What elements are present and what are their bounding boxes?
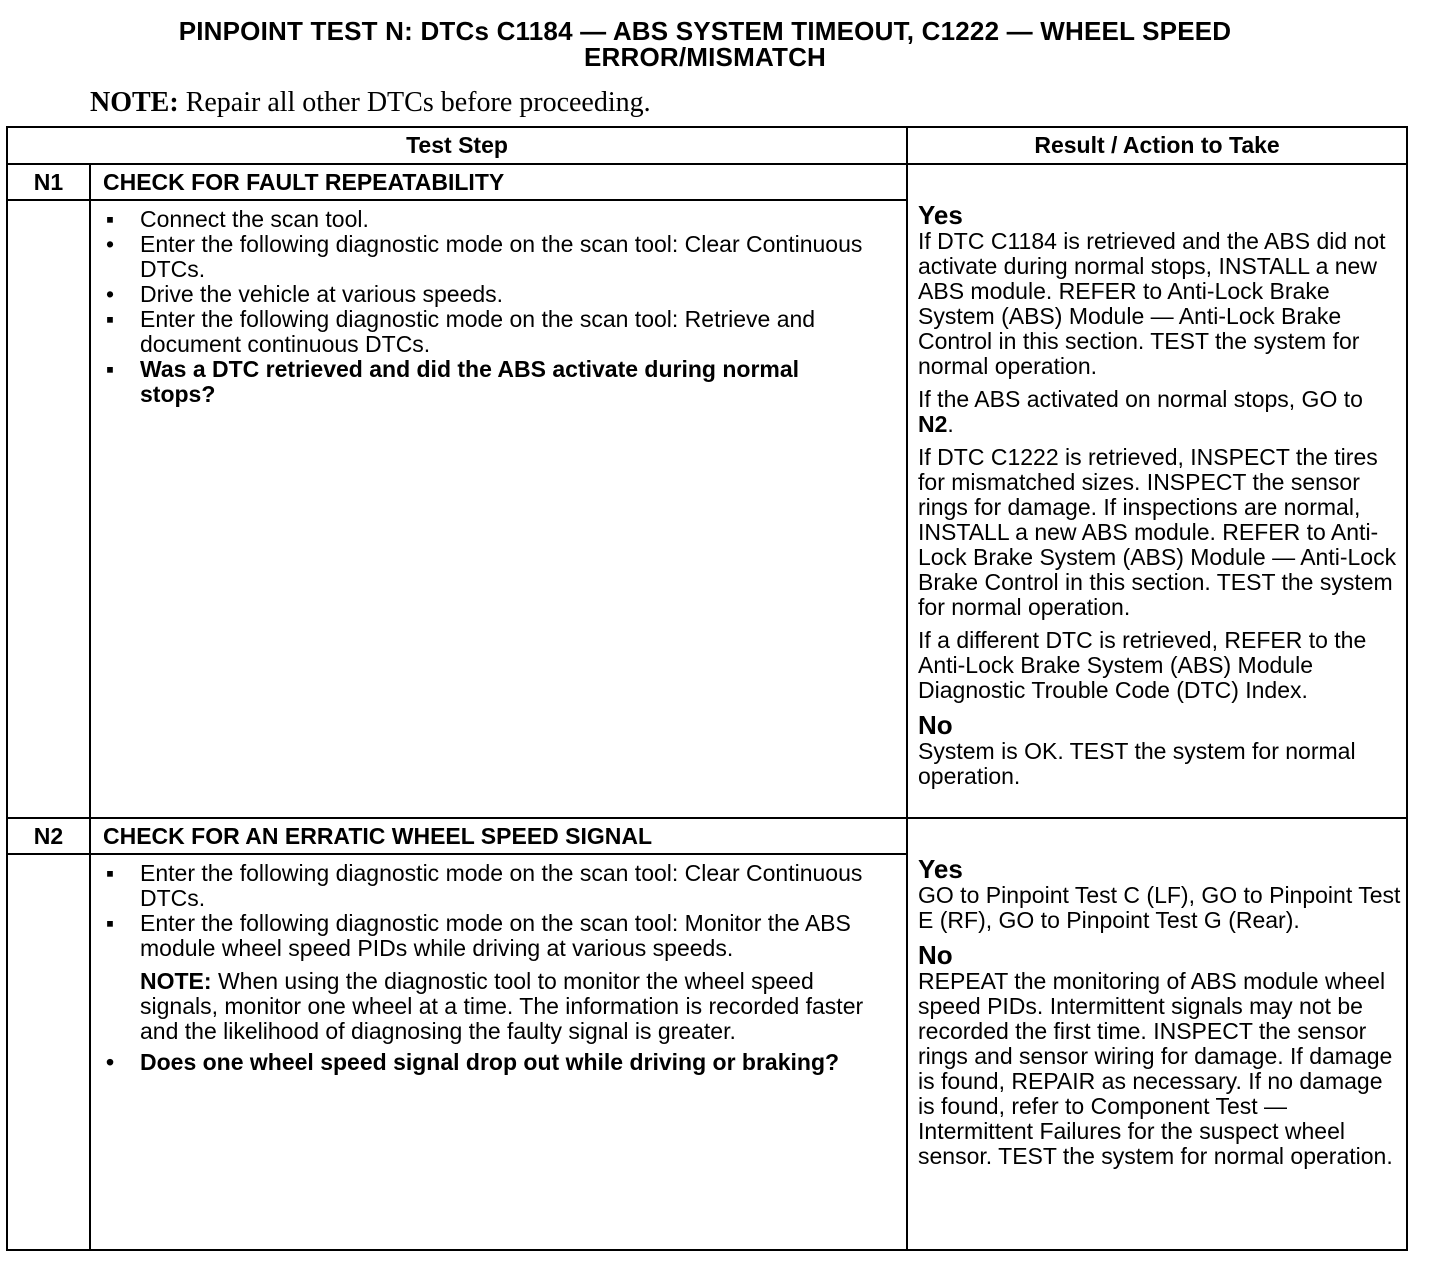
step-n2-bullet-2: ▪ Enter the following diagnostic mode on the scan tool: Monitor the ABS module wheel speed PIDs while driving at various speeds. <box>105 910 851 961</box>
step-n1-result <box>907 164 1407 818</box>
top-note-label: NOTE: <box>90 87 179 118</box>
step-n2-note-text: When using the diagnostic tool to monitor the wheel speed signals, monitor one wheel at a time. The information is recorded faster and the likelihood of diagnosing the faulty signal is greater. <box>140 968 864 1044</box>
step-n2-heading: CHECK FOR AN ERRATIC WHEEL SPEED SIGNAL <box>90 818 907 854</box>
header-test-step: Test Step <box>7 127 907 164</box>
step-n1-id: N1 <box>7 164 90 200</box>
step-n2-no-label: No <box>918 940 953 970</box>
top-note <box>90 86 651 120</box>
step-n2-note <box>91 961 906 1050</box>
header-result-action: Result / Action to Take <box>907 127 1407 164</box>
step-n2-heading-row <box>7 818 1407 854</box>
table-header-row <box>7 127 1407 164</box>
step-n1-heading-row <box>7 164 1407 200</box>
step-n2-body <box>90 854 907 1250</box>
step-n1-heading: CHECK FOR FAULT REPEATABILITY <box>90 164 907 200</box>
step-n2-yes-label: Yes <box>918 854 963 884</box>
step-n2-id: N2 <box>7 818 90 854</box>
step-n1-no-text: System is OK. TEST the system for normal operation. <box>918 738 1356 789</box>
page-title <box>0 18 1410 70</box>
step-n2-question: • Does one wheel speed signal drop out while driving or braking? <box>105 1049 840 1075</box>
step-n1-question: ▪ Was a DTC retrieved and did the ABS activate during normal stops? <box>105 356 800 407</box>
step-n1-body <box>90 200 907 818</box>
step-n1-bullet-3: • Drive the vehicle at various speeds. <box>105 281 504 307</box>
step-n1-bullet-4: ▪ Enter the following diagnostic mode on the scan tool: Retrieve and document continuous DTCs. <box>105 306 816 357</box>
step-n1-goto-n2: N2 <box>918 411 948 437</box>
title-line-2: ERROR/MISMATCH <box>583 42 827 72</box>
title-line-1: PINPOINT TEST N: DTCs C1184 — ABS SYSTEM TIMEOUT, C1222 — WHEEL SPEED <box>178 16 1232 46</box>
step-n2-no-text: REPEAT the monitoring of ABS module wheel speed PIDs. Intermittent signals may not be recorded the first time. INSPECT the sensor rings and sensor wiring for damage. If damage is found, REPAIR as necessary. If no damage is found, refer to Component Test — Intermittent Failures for the suspect wheel sensor. TEST the system for normal operation. <box>918 968 1393 1169</box>
pinpoint-test-table <box>6 126 1408 1251</box>
step-n2-result <box>907 818 1407 1250</box>
step-n1-bullet-1: ▪ Connect the scan tool. <box>105 206 369 232</box>
step-n2-note-label: NOTE: <box>140 968 212 994</box>
top-note-text: Repair all other DTCs before proceeding. <box>178 87 651 118</box>
step-n1-bullet-2: • Enter the following diagnostic mode on the scan tool: Clear Continuous DTCs. <box>105 231 863 282</box>
step-n1-yes-para-3: If DTC C1222 is retrieved, INSPECT the tires for mismatched sizes. INSPECT the sensor rings for damage. If inspections are normal, INSTALL a new ABS module. REFER to Anti-Lock Brake System (ABS) Module — Anti-Lock Brake Control in this section. TEST the system for normal operation. <box>918 444 1397 620</box>
step-n1-yes-para-4: If a different DTC is retrieved, REFER to the Anti-Lock Brake System (ABS) Module Diagnostic Trouble Code (DTC) Index. <box>918 627 1367 703</box>
step-n1-yes-para-1: If DTC C1184 is retrieved and the ABS did not activate during normal stops, INSTALL a new ABS module. REFER to Anti-Lock Brake System (ABS) Module — Anti-Lock Brake Control in this section. TEST the system for normal operation. <box>918 228 1386 379</box>
step-n1-yes-label: Yes <box>918 200 963 230</box>
step-n2-bullet-1: ▪ Enter the following diagnostic mode on the scan tool: Clear Continuous DTCs. <box>105 860 863 911</box>
step-n2-id-spacer <box>7 854 90 1250</box>
step-n1-no-label: No <box>918 710 953 740</box>
step-n1-yes-para-2: If the ABS activated on normal stops, GO to N2. <box>918 386 1363 437</box>
step-n2-yes-text: GO to Pinpoint Test C (LF), GO to Pinpoint Test E (RF), GO to Pinpoint Test G (Rear). <box>918 882 1401 933</box>
step-n1-id-spacer <box>7 200 90 818</box>
